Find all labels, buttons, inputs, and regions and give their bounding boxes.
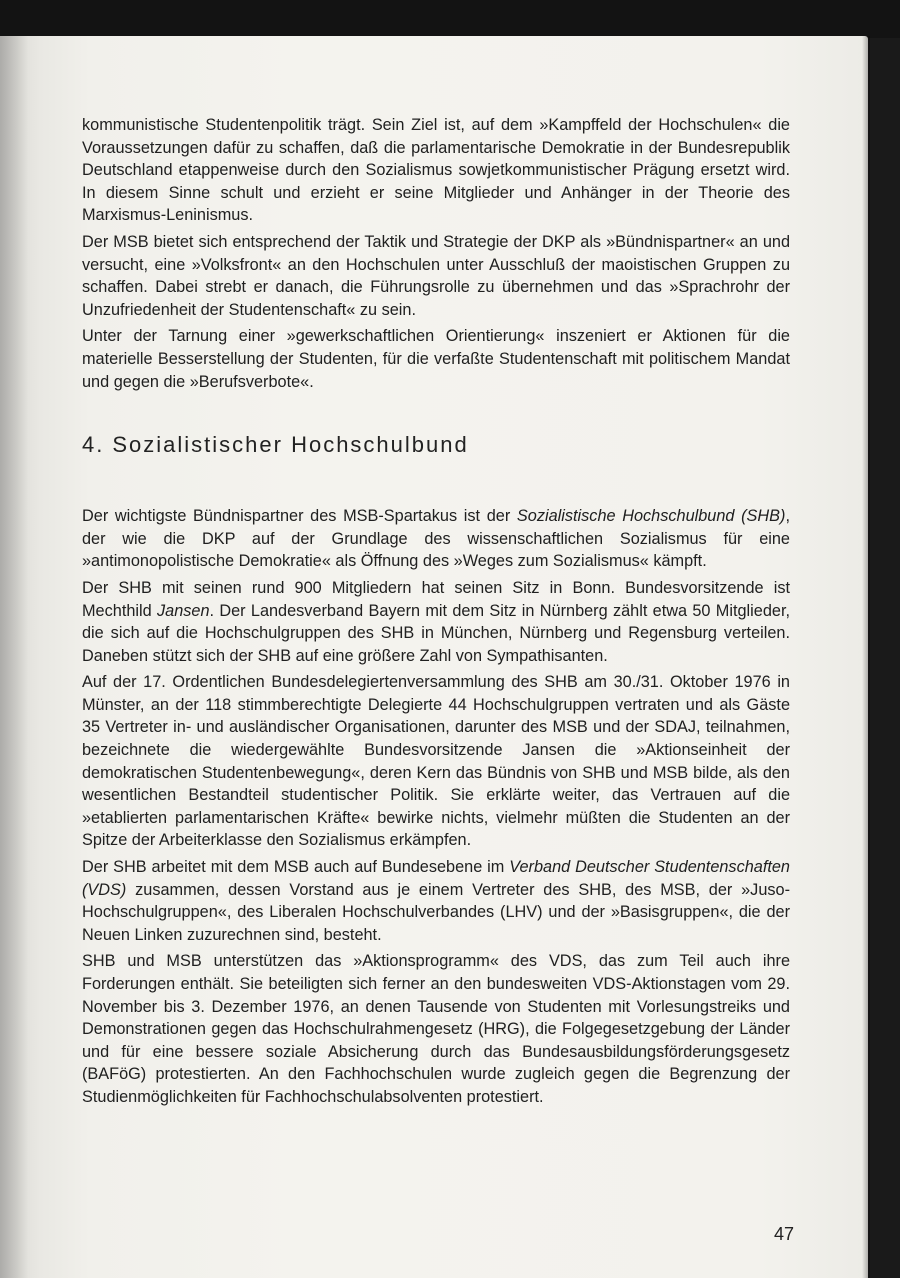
text-run: Der SHB mit seinen rund 900 Mitgliedern hat seinen Sitz in Bonn. Bundesvorsitzende ist Mechthild xyxy=(82,578,790,620)
page-number: 47 xyxy=(773,1224,794,1244)
paragraph-shb-protests: SHB und MSB unterstützen das »Aktionsprogramm« des VDS, das zum Teil auch ihre Forderungen enthält. Sie beteiligten sich ferner an den bundesweiten VDS-Aktionstagen vom 29. November bis 3. Dezember 1976, an denen Tausende von Studenten mit Vorlesungstreiks und Demonstrationen gegen das Hochschulrahmengesetz (HRG), die Folgegesetzgebung der Länder und für eine bessere soziale Absicherung durch das Bundesausbildungsförderungsgesetz (BAFöG) protestierten. An den Fachhochschulen wurde zugleich gegen die Begrenzung der Studienmöglichkeiten für Fachhochschulabsolventen protestiert. xyxy=(82,952,790,1106)
paragraph-shb-vds xyxy=(82,856,790,946)
paragraph-shb-members xyxy=(82,577,790,667)
section-number: 4. xyxy=(82,432,105,458)
paragraph-shb-intro xyxy=(82,505,790,573)
scan-background-top xyxy=(0,0,900,38)
text-run: Der wichtigste Bündnispartner des MSB-Spartakus ist der xyxy=(82,507,517,526)
emphasis-person: Jansen xyxy=(157,601,210,620)
page-body xyxy=(82,114,790,1109)
text-run: , der wie die DKP auf der Grundlage des wissenschaftlichen Sozialismus für eine »antimonopolistische Demokratie« als Öffnung des »Weges zum Sozialismus« kämpft. xyxy=(82,507,790,571)
paragraph-msb-goals: kommunistische Studentenpolitik trägt. Sein Ziel ist, auf dem »Kampffeld der Hochschulen« die Voraussetzungen dafür zu schaffen, daß die parlamentarische Demokratie in der Bundesrepublik Deutschland etappenweise durch den Sozialismus sowjetkommunistischer Prägung ersetzt wird. In diesem Sinne schult und erzieht er seine Mitglieder und Anhänger in der Theorie des Marxismus-Leninismus. xyxy=(82,116,790,225)
page-edge-shadow xyxy=(862,36,870,1278)
text-run: Der SHB arbeitet mit dem MSB auch auf Bundesebene im xyxy=(82,858,510,877)
paragraph-msb-alliance: Der MSB bietet sich entsprechend der Taktik und Strategie der DKP als »Bündnispartner« an und versucht, eine »Volksfront« an den Hochschulen unter Ausschluß der maoistischen Gruppen zu schaffen. Dabei strebt er danach, die Führungsrolle zu übernehmen und das »Sprachrohr der Unzufriedenheit der Studentenschaft« zu sein. xyxy=(82,232,790,319)
paragraph-msb-actions: Unter der Tarnung einer »gewerkschaftlichen Orientierung« inszeniert er Aktionen für die materielle Besserstellung der Studenten, für die verfaßte Studentenschaft mit politischem Mandat und gegen die »Berufsverbote«. xyxy=(82,327,790,391)
text-run: . Der Landesverband Bayern mit dem Sitz in Nürnberg zählt etwa 50 Mitglieder, die sich auf die Hochschulgruppen des SHB in München, Nürnberg und Regensburg verteilen. Daneben stützt sich der SHB auf eine größere Zahl von Sympathisanten. xyxy=(82,601,790,665)
section-title: Sozialistischer Hochschulbund xyxy=(112,432,469,458)
paragraph-shb-assembly: Auf der 17. Ordentlichen Bundesdelegiertenversammlung des SHB am 30./31. Oktober 1976 in Münster, an der 118 stimmberechtigte Delegierte 44 Hochschulgruppen vertraten und als Gäste 35 Vertreter in- und ausländischer Organisationen, darunter des MSB und der SDAJ, teilnahmen, bezeichnete die wiedergewählte Bundesvorsitzende Jansen die »Aktionseinheit der demokratischen Studentenbewegung«, deren Kern das Bündnis von SHB und MSB bilde, als den wesentlichen Bestandteil studentischer Politik. Sie erklärte weiter, das Vertrauen auf die »etablierten parlamentarischen Kräfte« bewirke nichts, vielmehr müßten die Studenten an der Spitze der Arbeiterklasse den Sozialismus erkämpfen. xyxy=(82,673,790,850)
binding-shadow xyxy=(0,36,28,1278)
section-heading xyxy=(82,431,790,459)
text-run: zusammen, dessen Vorstand aus je einem Vertreter des SHB, des MSB, der »Juso-Hochschulgruppen«, des Liberalen Hochschulverbandes (LHV) und der »Basisgruppen«, die der Neuen Linken zuzurechnen sind, besteht. xyxy=(82,880,790,944)
emphasis-organization: Verband Deutscher Studentenschaften (VDS) xyxy=(82,858,790,899)
emphasis-organization: Sozialistische Hochschulbund (SHB) xyxy=(516,507,786,526)
